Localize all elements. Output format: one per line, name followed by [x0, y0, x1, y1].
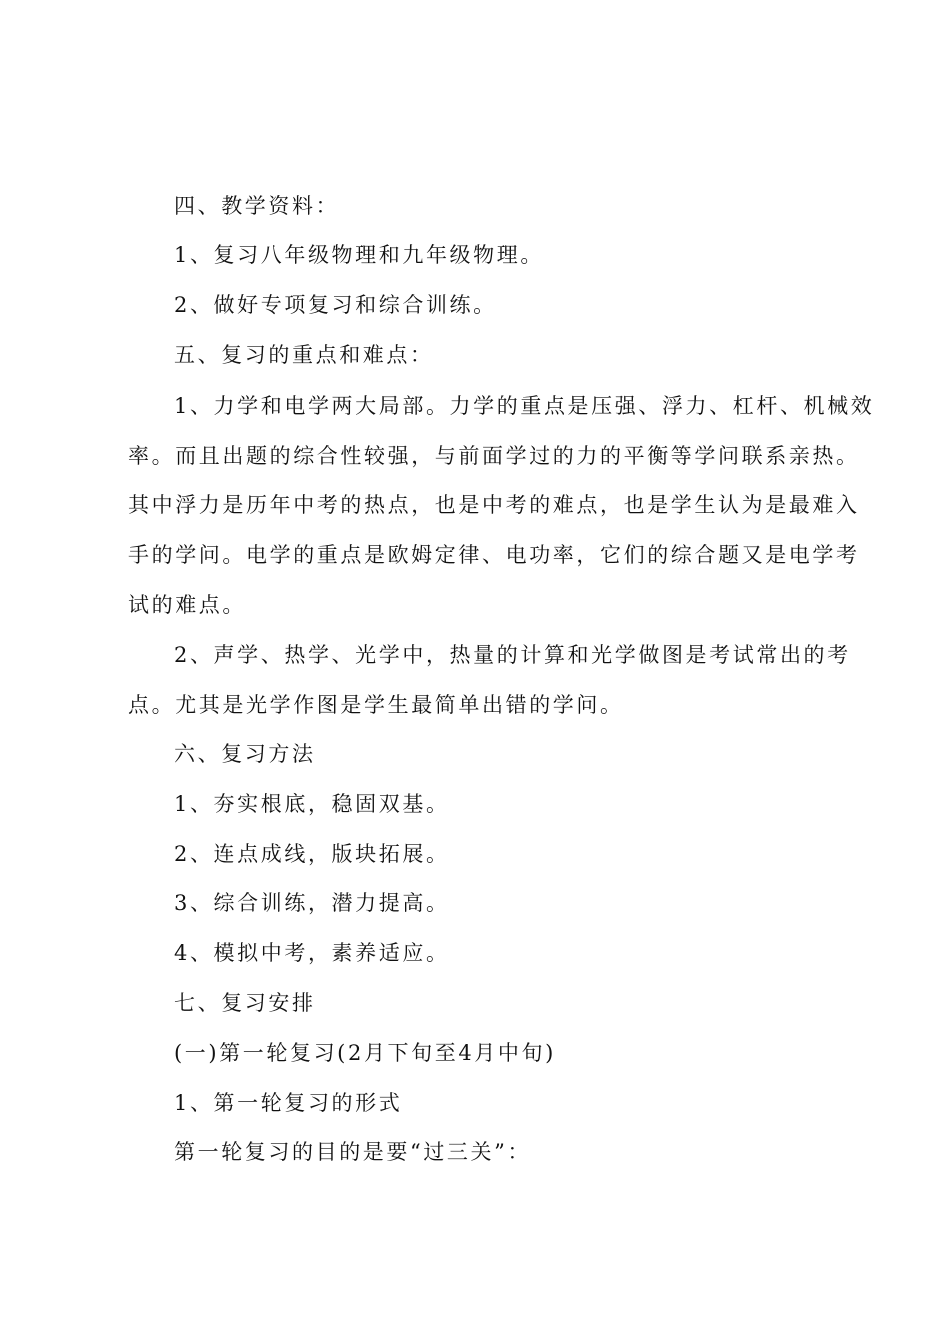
paragraph-line: 1、第一轮复习的形式: [174, 1091, 403, 1115]
paragraph-line: 试的难点。: [128, 593, 246, 617]
paragraph-line: 1、力学和电学两大局部。力学的重点是压强、浮力、杠杆、机械效: [174, 394, 875, 418]
paragraph-line: 点。尤其是光学作图是学生最简单出错的学问。: [128, 693, 624, 717]
list-item: 2、连点成线，版块拓展。: [174, 842, 450, 866]
paragraph-line: 1、复习八年级物理和九年级物理。: [174, 243, 544, 267]
paragraph-line: 2、声学、热学、光学中，热量的计算和光学做图是考试常出的考: [174, 643, 851, 667]
paragraph-line: 第一轮复习的目的是要“过三关”：: [174, 1140, 532, 1164]
list-item: 4、模拟中考，素养适应。: [174, 941, 450, 965]
section-heading-teaching-materials: 四、教学资料：: [174, 194, 340, 218]
paragraph-line: 其中浮力是历年中考的热点，也是中考的难点，也是学生认为是最难入: [128, 493, 860, 517]
list-item: 3、综合训练，潜力提高。: [174, 891, 450, 915]
paragraph-line: 率。而且出题的综合性较强，与前面学过的力的平衡等学问联系亲热。: [128, 444, 860, 468]
section-heading-key-points: 五、复习的重点和难点：: [174, 343, 434, 367]
section-heading-review-methods: 六、复习方法: [174, 742, 316, 766]
section-heading-review-schedule: 七、复习安排: [174, 991, 316, 1015]
list-item: 1、夯实根底，稳固双基。: [174, 792, 450, 816]
paragraph-line: 2、做好专项复习和综合训练。: [174, 293, 497, 317]
paragraph-line: 手的学问。电学的重点是欧姆定律、电功率，它们的综合题又是电学考: [128, 543, 860, 567]
subsection-heading: (一)第一轮复习(2月下旬至4月中旬): [174, 1041, 556, 1065]
